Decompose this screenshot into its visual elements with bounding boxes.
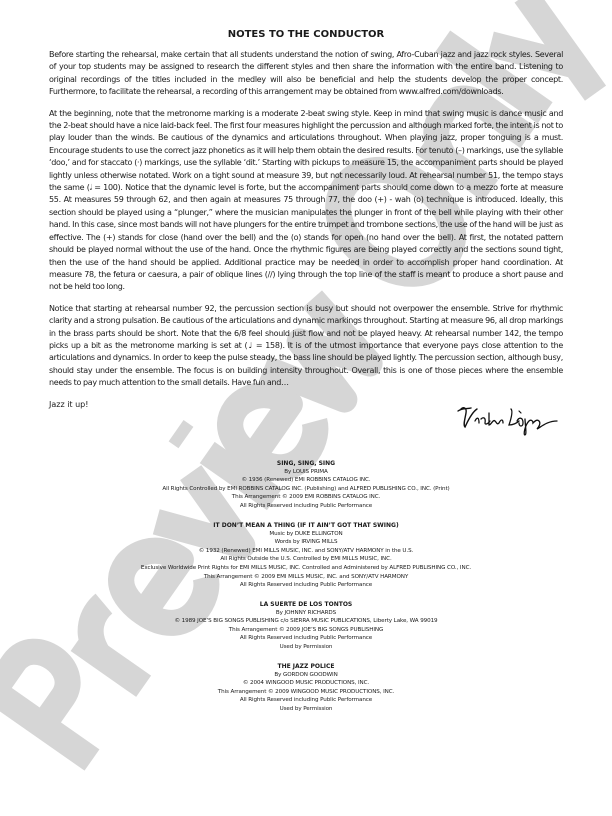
paragraph-intro: Before starting the rehearsal, make certain that all students understand the notion of swing, Afro-Cuban jazz and jazz rock styles. Several of your top students may be assigned to research the different styles and then share the information with the entire band. Listening to original recordings of the titles included in the medley will also be beneficial and help the students develop the proper concept. Furthermore, to facilitate the rehearsal, a recording of this arrangement may be obtained from www.alfred.com/downloads. <box>49 50 563 97</box>
closing-text: Jazz it up! <box>49 399 89 409</box>
credit-line: © 1989 JOE’S BIG SONGS PUBLISHING c/o SIERRA MUSIC PUBLICATIONS, Liberty Lake, WA 99019 <box>174 618 438 625</box>
credit-line: All Rights Reserved including Public Performance <box>239 502 373 509</box>
credit-line: This Arrangement © 2009 WINGOOD MUSIC PRODUCTIONS, INC. <box>217 688 395 695</box>
credit-line: All Rights Controlled by EMI ROBBINS CATALOG INC. (Publishing) and ALFRED PUBLISHING CO., INC. (Print) <box>162 485 450 492</box>
credit-line: © 1936 (Renewed) EMI ROBBINS CATALOG INC. <box>241 477 371 484</box>
credit-line: © 2004 WINGOOD MUSIC PRODUCTIONS, INC. <box>242 680 370 687</box>
credit-line: All Rights Reserved including Public Performance <box>239 582 373 589</box>
credit-line: By LOUIS PRIMA <box>284 468 328 475</box>
credit-line: Used by Permission <box>279 644 333 651</box>
credit-line: By GORDON GOODWIN <box>274 671 338 678</box>
credit-line: By JOHNNY RICHARDS <box>275 609 337 616</box>
page-title: NOTES TO THE CONDUCTOR <box>227 29 385 40</box>
credit-title: THE JAZZ POLICE <box>277 662 335 670</box>
credit-block <box>49 521 563 590</box>
credit-title: SING, SING, SING <box>276 459 336 467</box>
credit-line: © 1932 (Renewed) EMI MILLS MUSIC, INC. and SONY/ATV HARMONY in the U.S. <box>198 547 414 554</box>
paragraph-performance-notes: At the beginning, note that the metronome marking is a moderate 2-beat swing style. Keep in mind that swing music is dance music and the 2-beat should have a nice laid-back feel. The first four measures highlight the percussion and although marked forte, the intent is not to play louder than the winds. Be cautious of the dynamics and articulations throughout. When playing jazz, proper tonguing is a must. Encourage students to use the correct jazz phonetics as it will help them obtain the desired results. For tenuto (–) markings, use the syllable ‘doo,’ and for staccato (·) markings, use the syllable ‘dit.’ Starting with pickups to measure 15, the accompaniment parts should be played lightly unless otherwise notated. Work on a tight sound at measure 39, but not necessarily loud. At rehearsal number 51, the tempo stays the same (𝅗𝅥 = 100). Notice that the dynamic level is forte, but the accompaniment parts should come down to a mezzo forte at measure 55. At measures 59 through 62, and then again at measures 75 through 77, the doo (+) - wah (o) technique is introduced. Ideally, this section should be played using a “plunger,” where the musician manipulates the plunger in front of the bell while playing with their other hand. In this case, since most bands will not have plungers for the entire trumpet and trombone sections, the use of the hand will be just as effective. The (+) stands for close (hand over the bell) and the (o) stands for open (no hand over the bell). At first, the notated pattern should be played normal without the use of the hand. Once the rhythmic figures are being played correctly and the sections sound tight, then the use of the hand should be applied. Additional practice may be needed in order to accomplish proper hand coordination. At measure 78, the fetura or caesura, a pair of oblique lines (//) lying through the top line of the staff is meant to produce a short pause and not be held too long. <box>49 108 563 292</box>
credit-block <box>49 600 563 652</box>
credit-line: This Arrangement © 2009 JOE’S BIG SONGS PUBLISHING <box>228 626 384 633</box>
copyright-credits <box>49 459 563 714</box>
signature <box>453 399 563 439</box>
credit-block <box>49 459 563 511</box>
credit-line: Music by DUKE ELLINGTON <box>269 530 343 537</box>
credit-block <box>49 662 563 714</box>
credit-line: All Rights Reserved including Public Performance <box>239 635 373 642</box>
credit-line: All Rights Reserved including Public Performance <box>239 697 373 704</box>
credit-line: All Rights Outside the U.S. Controlled by EMI MILLS MUSIC, INC. <box>220 556 392 563</box>
closing-row <box>49 399 563 439</box>
credit-line: Exclusive Worldwide Print Rights for EMI MILLS MUSIC, INC. Controlled and Administered by ALFRED PUBLISHING CO., INC. <box>140 564 472 571</box>
paragraph-percussion-notes: Notice that starting at rehearsal number 92, the percussion section is busy but should not overpower the ensemble. Strive for rhythmic clarity and a strong pulsation. Be cautious of the articulations and dynamic markings throughout. Starting at measure 96, all drop markings in the brass parts should be short. Note that the 6/8 feel should just flow and not be played heavy. At rehearsal number 142, the tempo picks up a bit as the metronome marking is set at (♩ = 158). It is of the utmost importance that everyone pays close attention to the articulations and dynamics. In order to keep the pulse steady, the bass line should be played lightly. The percussion section, although busy, should stay under the ensemble. The focus is on building intensity throughout. Overall, this is one of those pieces where the ensemble needs to pay much attention to the small details. Have fun and… <box>49 303 563 388</box>
credit-line: Used by Permission <box>279 706 333 713</box>
credit-title: LA SUERTE DE LOS TONTOS <box>259 600 353 608</box>
credit-line: This Arrangement © 2009 EMI ROBBINS CATALOG INC. <box>231 494 381 501</box>
credit-title: IT DON’T MEAN A THING (IF IT AIN’T GOT THAT SWING) <box>213 521 399 529</box>
credit-line: Words by IRVING MILLS <box>274 539 338 546</box>
credit-line: This Arrangement © 2009 EMI MILLS MUSIC, INC. and SONY/ATV HARMONY <box>203 573 409 580</box>
